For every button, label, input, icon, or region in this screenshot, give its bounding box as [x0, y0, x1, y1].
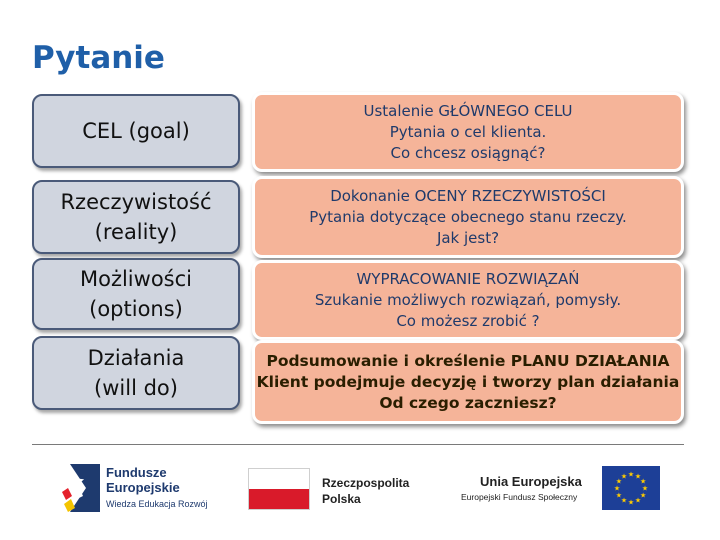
unia-europejska-text: Unia Europejska	[480, 474, 582, 489]
fundusze-europejskie-text	[106, 465, 180, 495]
eu-star-icon: ★	[620, 473, 628, 481]
description-box-options	[252, 260, 684, 340]
eu-flag-icon	[602, 466, 660, 510]
eu-star-icon: ★	[615, 492, 623, 500]
stage-label: (options)	[89, 297, 183, 321]
description-line: Jak jest?	[436, 228, 500, 247]
description-line: Dokonanie OCENY RZECZYWISTOŚCI	[330, 186, 606, 205]
eu-stars-icon	[602, 466, 660, 510]
eu-star-icon: ★	[634, 497, 642, 505]
description-line: Ustalenie GŁÓWNEGO CELU	[363, 101, 573, 120]
rzeczpospolita-polska-text	[322, 475, 409, 507]
description-line: Co możesz zrobić ?	[396, 311, 540, 330]
description-line: Co chcesz osiągnąć?	[390, 143, 546, 162]
description-box-will-do	[252, 340, 684, 424]
fe-line: Fundusze	[106, 465, 167, 480]
description-line: Klient podejmuje decyzję i tworzy plan działania	[256, 372, 680, 391]
description-line: WYPRACOWANIE ROZWIĄZAŃ	[356, 269, 580, 288]
stage-label: (reality)	[94, 220, 178, 244]
polish-flag-icon	[248, 468, 310, 510]
fe-program-name: Wiedza Edukacja Rozwój	[106, 499, 208, 509]
eu-star-icon: ★	[620, 497, 628, 505]
stage-box-goal	[32, 94, 240, 168]
rp-line: Polska	[322, 492, 361, 506]
rp-line: Rzeczpospolita	[322, 476, 410, 490]
stage-box-options	[32, 258, 240, 330]
eu-star-icon: ★	[641, 485, 649, 493]
stage-label: Rzeczywistość	[60, 190, 212, 214]
stage-label: Możliwości	[79, 267, 192, 291]
eu-star-icon: ★	[639, 478, 647, 486]
description-box-goal	[252, 92, 684, 172]
description-line: Od czego zaczniesz?	[379, 393, 557, 412]
eu-star-icon: ★	[627, 471, 635, 479]
description-line: Pytania dotyczące obecnego stanu rzeczy.	[309, 207, 627, 226]
stage-box-reality	[32, 180, 240, 254]
stage-label: (will do)	[94, 376, 178, 400]
stage-label: Działania	[87, 346, 185, 370]
efs-text: Europejski Fundusz Społeczny	[461, 492, 578, 502]
eu-star-icon: ★	[627, 499, 635, 507]
fe-line: Europejskie	[106, 480, 180, 495]
eu-star-icon: ★	[634, 473, 642, 481]
eu-star-icon: ★	[615, 478, 623, 486]
eu-star-icon: ★	[613, 485, 621, 493]
description-line: Szukanie możliwych rozwiązań, pomysły.	[314, 290, 622, 309]
page-title: Pytanie	[32, 40, 165, 76]
description-box-reality	[252, 176, 684, 258]
description-line: Podsumowanie i określenie PLANU DZIAŁANIA	[266, 351, 670, 370]
description-line: Pytania o cel klienta.	[389, 122, 547, 141]
eu-star-icon: ★	[639, 492, 647, 500]
stage-label: CEL (goal)	[82, 119, 190, 143]
footer-divider	[32, 444, 684, 445]
stage-box-will-do	[32, 336, 240, 410]
fundusze-europejskie-logo-icon	[62, 462, 102, 514]
